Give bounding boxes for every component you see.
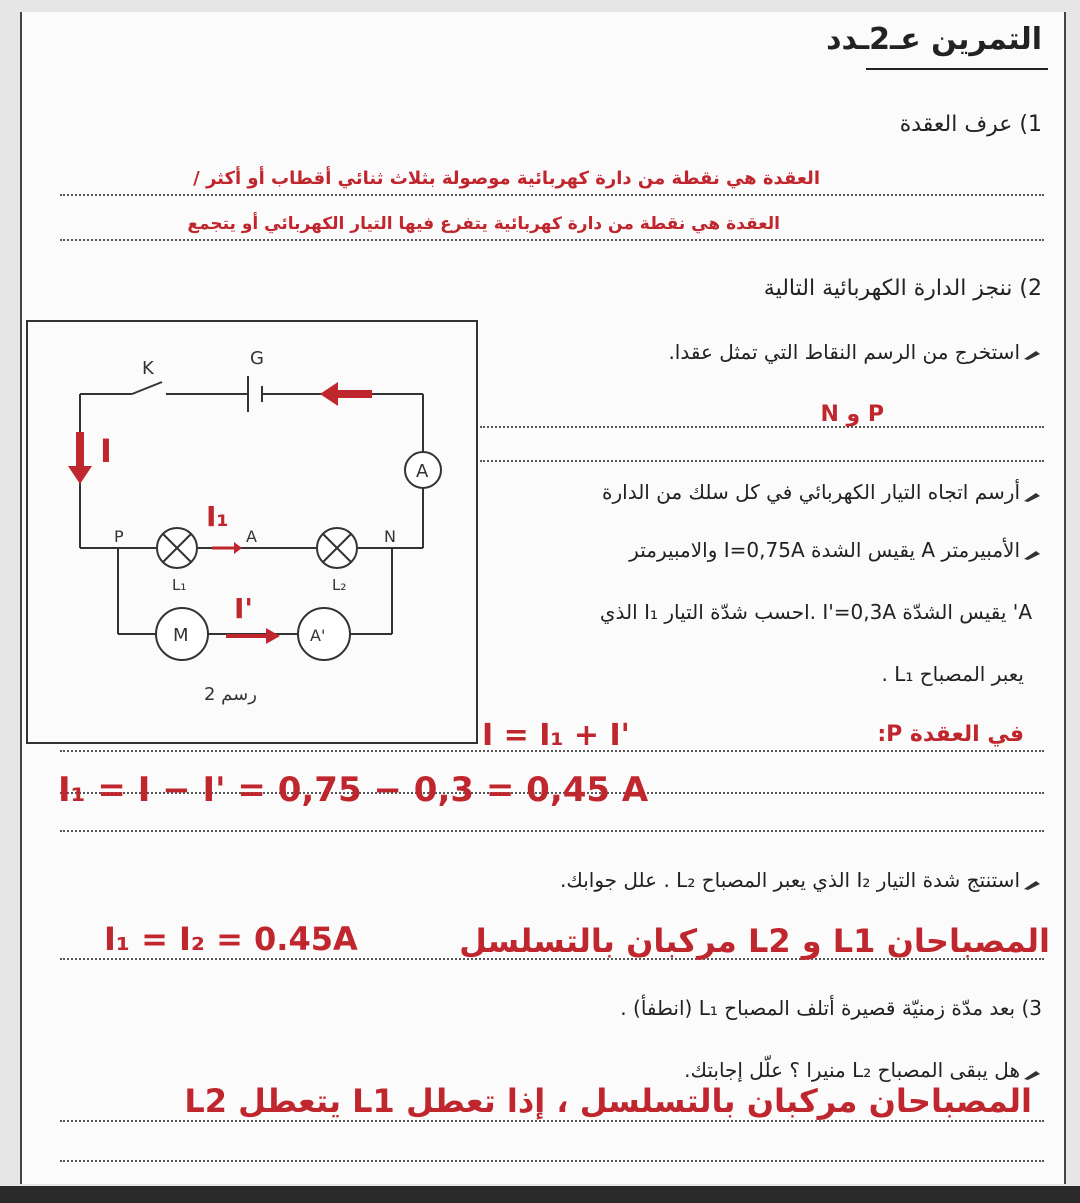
current-i-label: I: [100, 432, 112, 470]
title-underline: [866, 68, 1048, 70]
ammeter-a-prime-label: A': [310, 626, 326, 645]
pencil-icon: [1024, 550, 1040, 560]
task-d-answer-equation: I₁ = I₂ = 0.45A: [104, 920, 358, 958]
q1-answer-2: العقدة هي نقطة من دارة كهربائية يتفرع فيها التيار الكهربائي أو يتجمع: [187, 214, 780, 234]
pencil-icon: [1024, 880, 1040, 890]
q3-answer: المصباحان مركبان بالتسلسل ، إذا تعطل L1 يتعطل L2: [184, 1082, 1032, 1120]
lamp-l2-symbol: [317, 528, 357, 568]
answer-line: [60, 830, 1044, 832]
circuit-diagram: [28, 322, 476, 742]
task-a-text: استخرج من الرسم النقاط التي تمثل عقدا.: [668, 340, 1020, 364]
task-d-text: استنتج شدة التيار I₂ الذي يعبر المصباح L₂ . علل جوابك.: [560, 868, 1020, 892]
ammeter-a-label: A: [416, 461, 429, 482]
lamp-l1-symbol: [157, 528, 197, 568]
answer-line: [60, 239, 1044, 241]
node-p-label: P: [114, 527, 124, 546]
task-a-answer: P و N: [820, 402, 884, 427]
answer-line: [480, 460, 1044, 462]
current-i1-label: I₁: [206, 500, 229, 533]
arrow-main-current: [68, 432, 92, 484]
pencil-icon: [1024, 1070, 1040, 1080]
pencil-icon: [1024, 350, 1040, 360]
arrow-generator-current: [320, 382, 372, 406]
pencil-icon: [1024, 492, 1040, 502]
answer-line: [60, 194, 1044, 196]
answer-line: [60, 1160, 1044, 1162]
q3-task: هل يبقى المصباح L₂ منيرا ؟ علّل إجابتك.: [684, 1058, 1020, 1082]
current-i-prime-label: I': [234, 592, 253, 625]
task-c-line1: الأمبيرمتر A يقيس الشدة I=0,75A والامبيرمتر: [629, 538, 1020, 562]
lamp-l1-label: L₁: [172, 576, 187, 594]
point-a-label: A: [246, 527, 257, 546]
node-p-label: في العقدة P:: [877, 722, 1024, 747]
task-b-text: أرسم اتجاه التيار الكهربائي في كل سلك من الدارة: [602, 480, 1020, 504]
bottom-edge: [0, 1186, 1080, 1203]
switch-label: K: [142, 358, 154, 379]
q3-prompt: 3) بعد مدّة زمنيّة قصيرة أتلف المصباح L₁ (انطفأ) .: [620, 996, 1042, 1020]
diagram-caption: رسم 2: [204, 684, 257, 705]
task-c-line3: يعبر المصباح L₁ .: [881, 662, 1024, 686]
task-c-line2: A' يقيس الشدّة I'=0,3A .احسب شدّة التيار I₁ الذي: [599, 600, 1032, 624]
task-d-answer-arabic: المصباحان L1 و L2 مركبان بالتسلسل: [459, 922, 1050, 960]
answer-line: [60, 1120, 1044, 1122]
generator-label: G: [250, 348, 264, 369]
lamp-l2-label: L₂: [332, 576, 347, 594]
exercise-title: التمرين عـ2ـدد: [826, 22, 1042, 57]
equation-node-p: I = I₁ + I': [482, 718, 630, 753]
q2-prompt: 2) ننجز الدارة الكهربائية التالية: [763, 276, 1042, 301]
node-n-label: N: [384, 527, 396, 546]
q1-answer-1: العقدة هي نقطة من دارة كهربائية موصولة بثلاث ثنائي أقطاب أو أكثر /: [193, 168, 820, 189]
motor-label: M: [173, 625, 189, 646]
q1-prompt: 1) عرف العقدة: [899, 112, 1042, 137]
answer-line: [480, 426, 1044, 428]
circuit-diagram-frame: [26, 320, 478, 744]
equation-i1-result: I₁ = I − I' = 0,75 − 0,3 = 0,45 A: [58, 770, 649, 810]
